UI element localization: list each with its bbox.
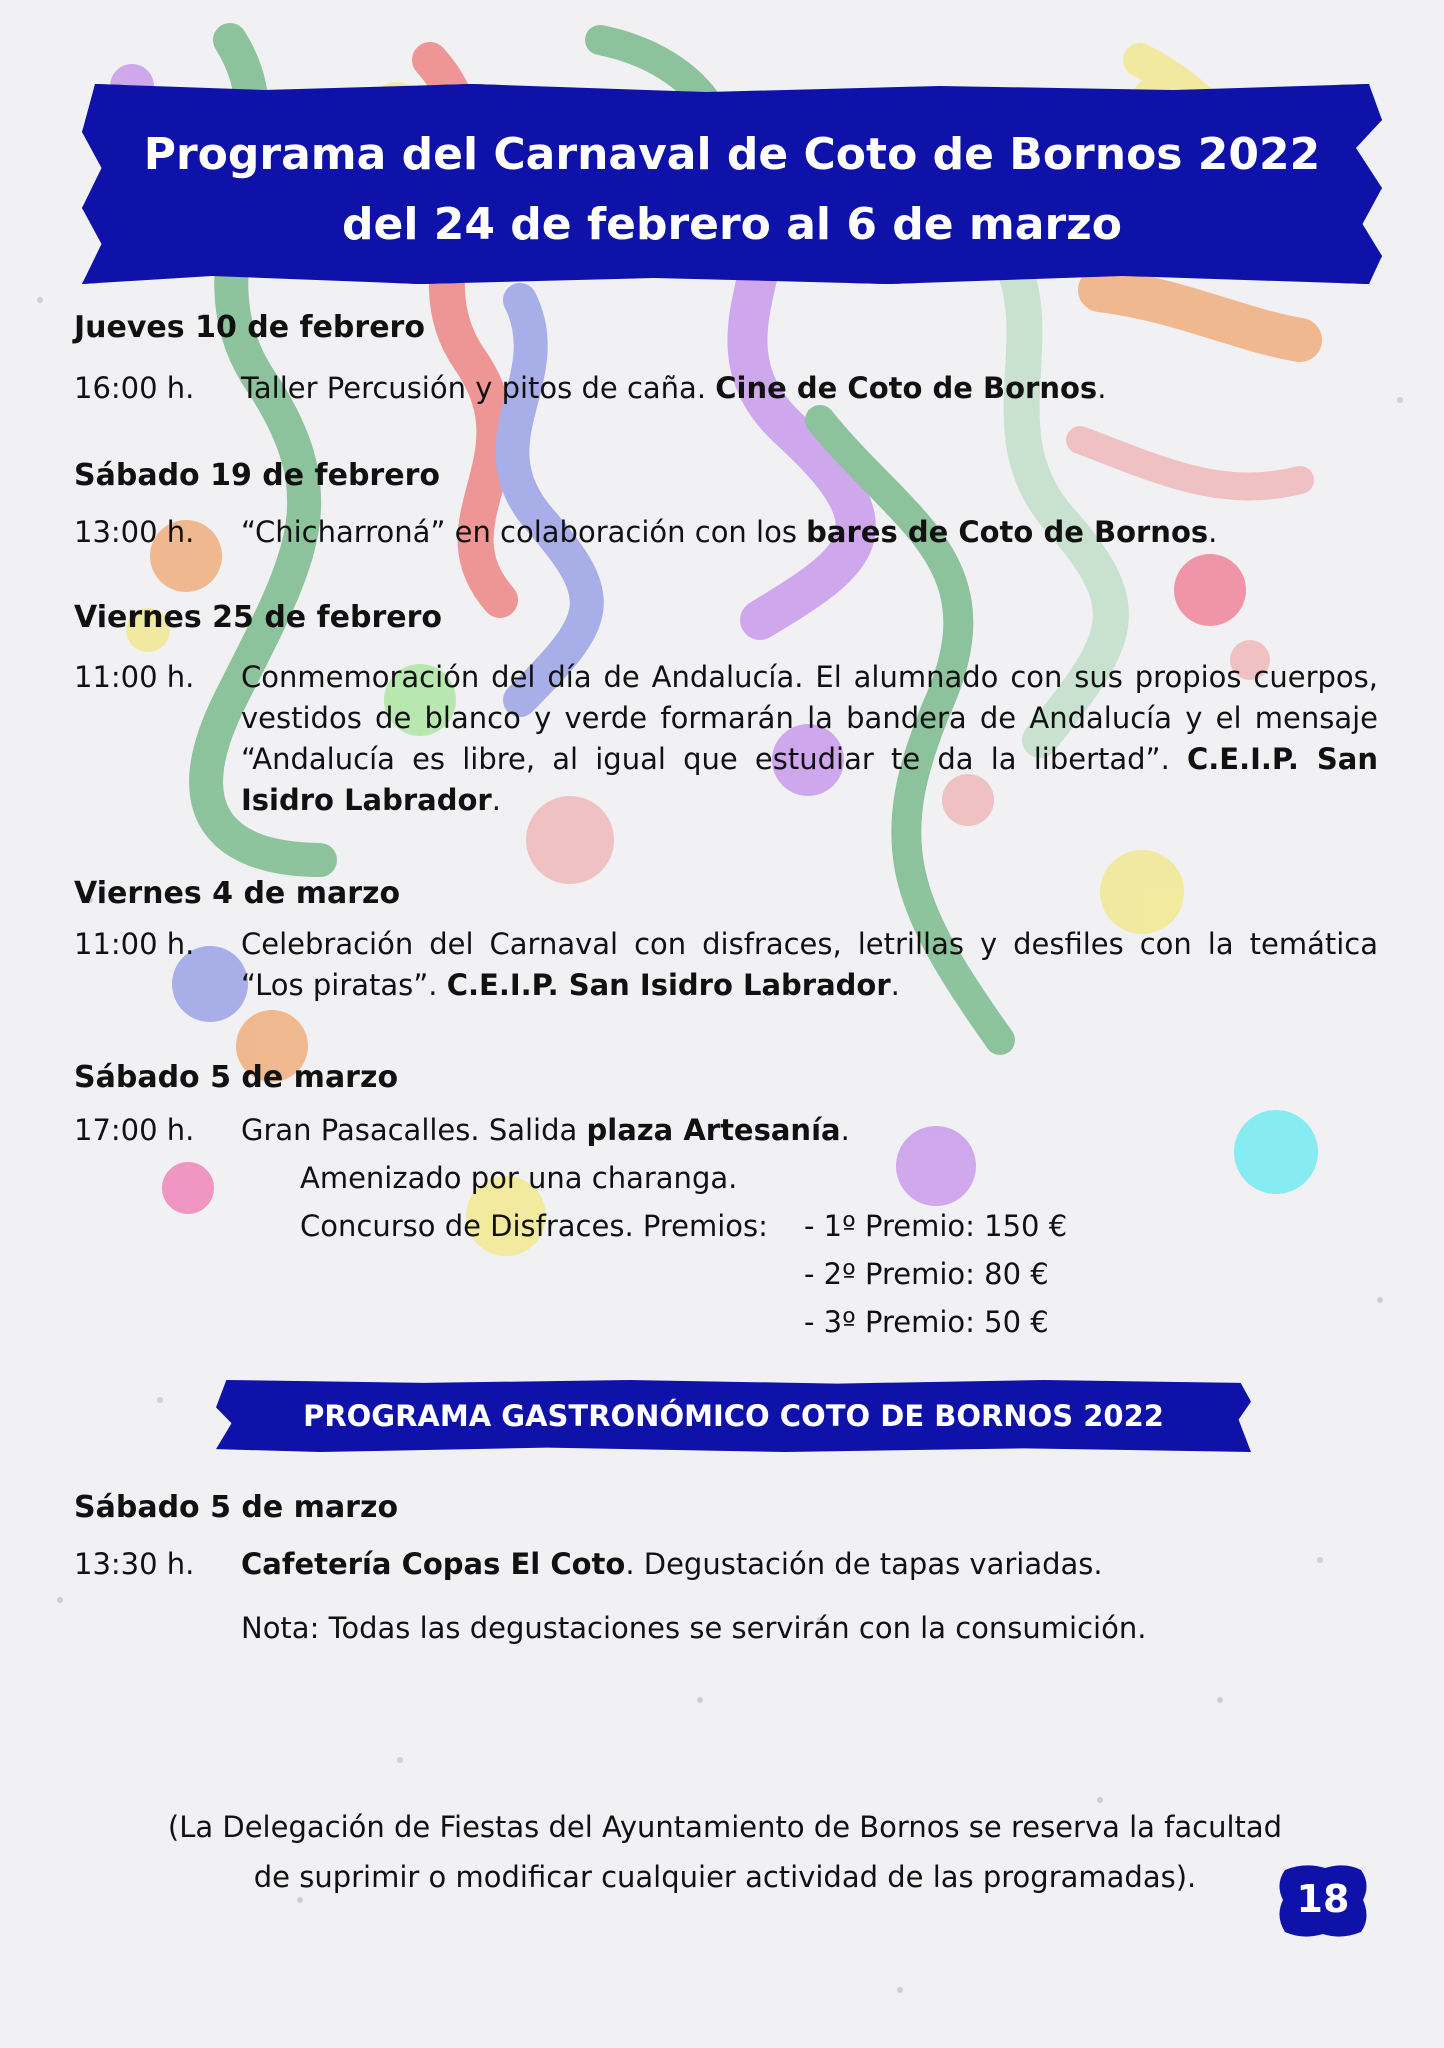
- event-time: 11:00 h.: [74, 660, 195, 694]
- event-time: 17:00 h.: [74, 1113, 195, 1147]
- event-time: 13:00 h.: [74, 515, 195, 549]
- event-day: Jueves 10 de febrero: [74, 310, 425, 345]
- event-day: Viernes 25 de febrero: [74, 600, 442, 635]
- event-description: [241, 1110, 1378, 1151]
- gastro-banner-title: PROGRAMA GASTRONÓMICO COTO DE BORNOS 2022: [303, 1399, 1164, 1433]
- event-text: Gran Pasacalles. Salida: [241, 1113, 578, 1147]
- prize-2: - 2º Premio: 80 €: [804, 1257, 1049, 1291]
- prize-1: - 1º Premio: 150 €: [804, 1209, 1068, 1243]
- event-text: Conmemoración del día de Andalucía. El alumnado con sus propios cuerpos, vestidos de blanco y verde formarán la bandera de Andalucía y el mensaje “Andalucía es libre, al igual que estudiar te da la libertad”.: [241, 660, 1378, 776]
- title-line-2: del 24 de febrero al 6 de marzo: [342, 199, 1122, 250]
- event-description: [241, 657, 1378, 821]
- contest-label: Concurso de Disfraces. Premios:: [300, 1209, 768, 1243]
- gastro-day: Sábado 5 de marzo: [74, 1490, 399, 1525]
- event-venue: bares de Coto de Bornos: [806, 515, 1209, 549]
- footer-line-1: (La Delegación de Fiestas del Ayuntamiento de Bornos se reserva la facultad: [167, 1810, 1283, 1844]
- event-end: .: [890, 968, 900, 1002]
- page-title: [82, 120, 1382, 260]
- event-end: .: [1097, 371, 1107, 405]
- event-end: .: [840, 1113, 850, 1147]
- footer-note: [110, 1802, 1340, 1902]
- footer-line-2: de suprimir o modificar cualquier actividad de las programadas).: [253, 1860, 1197, 1894]
- gastro-venue: Cafetería Copas El Coto: [241, 1547, 626, 1581]
- event-time: 16:00 h.: [74, 371, 195, 405]
- prize-3: - 3º Premio: 50 €: [804, 1305, 1049, 1339]
- event-venue: plaza Artesanía: [586, 1113, 841, 1147]
- event-venue: Cine de Coto de Bornos: [715, 371, 1098, 405]
- event-text: Celebración del Carnaval con disfraces, letrillas y desfiles con la temática “Los piratas”.: [241, 927, 1378, 1002]
- event-description: [241, 368, 1378, 409]
- event-day: Sábado 19 de febrero: [74, 458, 440, 493]
- event-text: Taller Percusión y pitos de caña.: [241, 371, 707, 405]
- event-end: .: [1208, 515, 1218, 549]
- event-time: 11:00 h.: [74, 927, 195, 961]
- event-day: Sábado 5 de marzo: [74, 1060, 399, 1095]
- event-description: [241, 924, 1378, 1006]
- gastro-time: 13:30 h.: [74, 1547, 195, 1581]
- event-description: [241, 512, 1378, 553]
- event-text: “Chicharroná” en colaboración con los: [241, 515, 797, 549]
- title-line-1: Programa del Carnaval de Coto de Bornos 2022: [143, 129, 1321, 180]
- page-number: 18: [1296, 1877, 1350, 1921]
- gastro-description: [241, 1544, 1378, 1585]
- event-venue: C.E.I.P. San Isidro Labrador: [446, 968, 891, 1002]
- gastro-text: . Degustación de tapas variadas.: [625, 1547, 1103, 1581]
- gastro-note: Nota: Todas las degustaciones se servirán con la consumición.: [241, 1611, 1147, 1645]
- pasacalles-charanga: Amenizado por una charanga.: [300, 1161, 738, 1195]
- event-end: .: [491, 783, 501, 817]
- event-venue: C.E.I.P. San Isidro Labrador: [241, 742, 1379, 817]
- event-day: Viernes 4 de marzo: [74, 876, 401, 911]
